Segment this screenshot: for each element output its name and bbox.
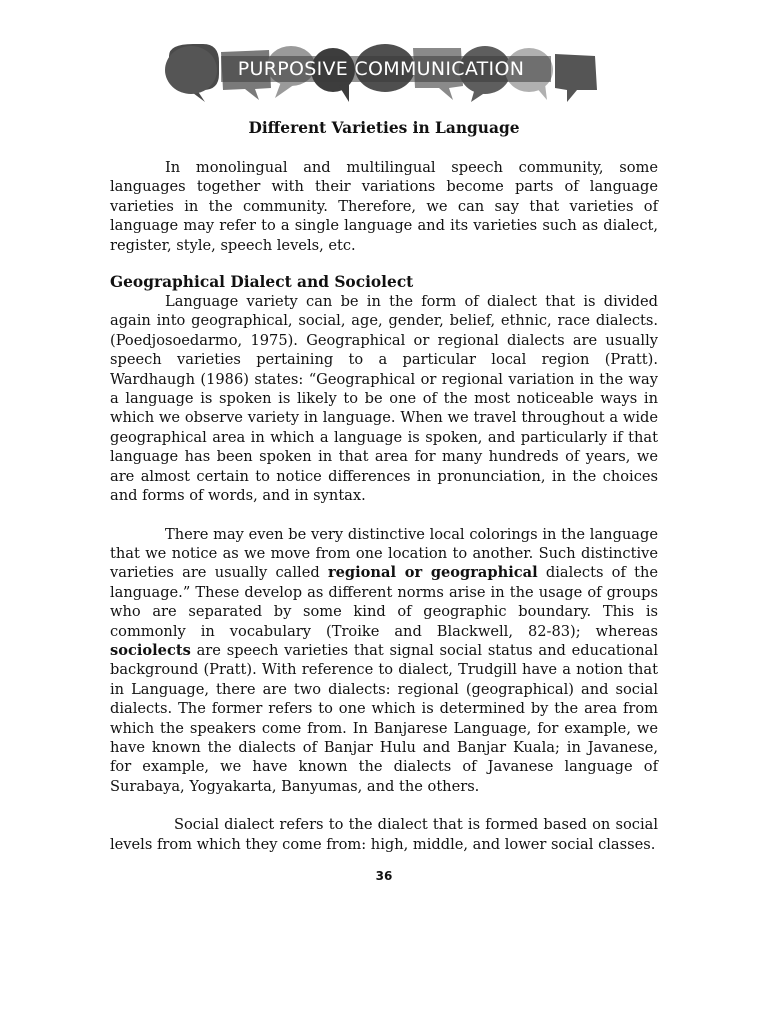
dialect-paragraph: Language variety can be in the form of dialect that is divided again into geographical, social, age, gender, belief, ethnic, race dialects. (Poedjosoedarmo, 1975). Geographical or regional dialects are usually speech varieties pertaining to a particular local region (Pratt). Wardhaugh (1986) states: “Geographical or regional variation in the way a language is spoken is likely to be one of the most noticeable ways in which we observe variety in language. When we travel throughout a wide geographical area in which a language is spoken, and particularly if that language has been spoken in that area for many hundreds of years, we are almost certain to notice differences in pronunciation, in the choices and forms of words, and in syntax. — [110, 293, 658, 505]
speech-bubble-shape — [275, 82, 295, 98]
banner-title: PURPOSIVE COMMUNICATION — [237, 58, 525, 80]
speech-bubble-shape — [339, 84, 349, 102]
bold-term-regional: regional or geographical — [327, 564, 538, 582]
regional-dialect-paragraph — [110, 525, 658, 797]
document-body — [110, 118, 658, 854]
social-dialect-paragraph: Social dialect refers to the dialect that is formed based on social levels from which they come from: high, middle, and lower social classes. — [110, 816, 658, 853]
document-title: Different Varieties in Language — [248, 119, 520, 137]
page-number: 36 — [375, 869, 393, 883]
paragraph-text: dialects of the language.” These develop as different norms arise in the usage of groups who are separated by some kind of geographic boundary. This is commonly in vocabulary (Troike and Blackwell, 82-83); whereas — [110, 564, 659, 640]
paragraph-text: are speech varieties that signal social status and educational background (Pratt). With reference to dialect, Trudgill have a notion that in Language, there are two dialects: regional (geographical) and social dialects. The former refers to one which is determined by the area from which the speakers come from. In Banjarese Language, for example, we have known the dialects of Banjar Hulu and Banjar Kuala; in Javanese, for example, we have known the dialects of Javanese language of Surabaya, Yogyakarta, Banyumas, and the others. — [110, 641, 658, 795]
paragraph-text: There may even be very distinctive local colorings in the language that we notice as we move from one location to another. Such distinctive varieties are usually called — [110, 525, 658, 582]
speech-bubble-shape — [535, 84, 547, 100]
header-banner — [163, 42, 599, 104]
bold-term-sociolects: sociolects — [110, 641, 191, 659]
intro-paragraph: In monolingual and multilingual speech community, some languages together with their variations become parts of language varieties in the community. Therefore, we can say that varieties of language may refer to a single language and its varieties such as dialect, register, style, speech levels, etc. — [110, 159, 658, 254]
section-heading: Geographical Dialect and Sociolect — [110, 273, 414, 292]
